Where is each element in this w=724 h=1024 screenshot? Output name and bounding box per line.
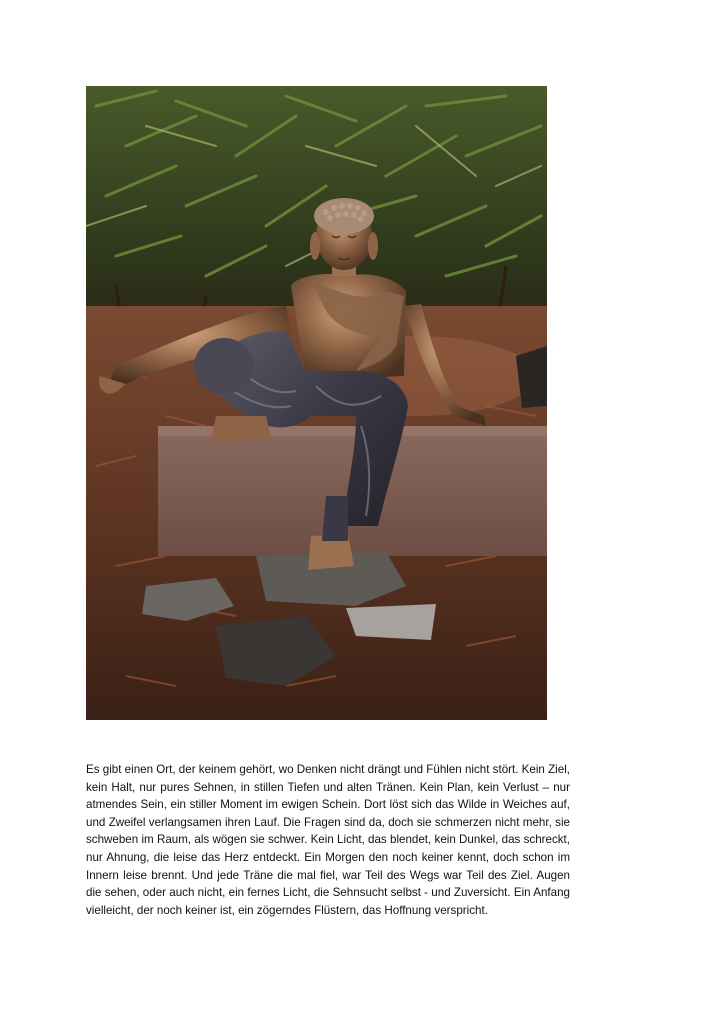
photo-illustration bbox=[86, 86, 547, 720]
poem-text: Es gibt einen Ort, der keinem gehört, wo Denken nicht drängt und Fühlen nicht stört. Kein Ziel, kein Halt, nur pures Sehnen, in stillen Tiefen und alten Tränen. Kein Plan, kein Verlust – nur atmendes Sein, ein stiller Moment im ewigen Schein. Dort löst sich das Wilde in Weiches auf, und Zweifel verlangsamen ihren Lauf. Die Fragen sind da, doch sie schmerzen nicht mehr, sie schweben im Raum, als wögen sie schwer. Kein Licht, das blendet, kein Dunkel, das schreckt, nur Ahnung, die leise das Herz entdeckt. Ein Morgen den noch keiner kennt, doch schon im Innern leise brennt. Und jede Träne die mal fiel, war Teil des Wegs war Teil des Ziel. Augen die sehen, oder auch nicht, ein fernes Licht, die Sehnsucht selbst - und Zuversicht. Ein Anfang vielleicht, der noch keiner ist, ein zögerndes Flüstern, das Hoffnung verspricht. bbox=[86, 763, 570, 917]
buddha-statue-photo bbox=[86, 86, 547, 720]
